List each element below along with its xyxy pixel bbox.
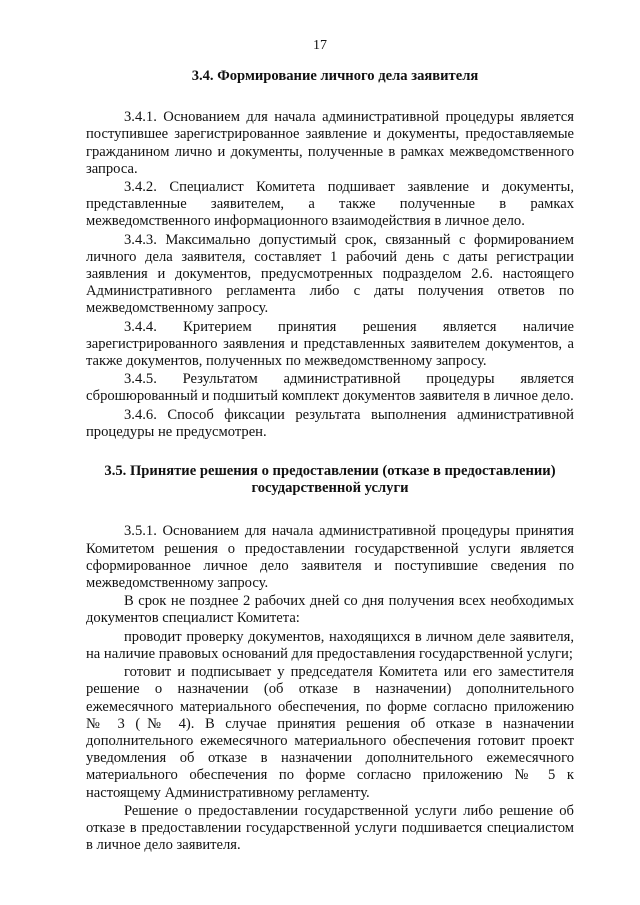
- paragraph-prepare-decision: готовит и подписывает у председателя Комитета или его заместителя решение о назначении (об отказе в назначении) дополнительного ежемесячного материального обеспечения, по форме согласно приложению № 3 (№ 4). В случае принятия решения об отказе в назначении дополнительного ежемесячного материального обеспечения готовит проект уведомления об отказе в назначении дополнительного ежемесячного материального обеспечения по форме согласно приложению № 5 к настоящему Административному регламенту.: [86, 664, 574, 801]
- paragraph-3-4-4: 3.4.4. Критерием принятия решения является наличие зарегистрированного заявления и представленных заявителем документов, а также документов, полученных по межведомственному запросу.: [86, 318, 574, 370]
- section-3-5-title-line1: 3.5. Принятие решения о предоставлении (отказе в предоставлении): [104, 463, 556, 480]
- document-body: [86, 68, 574, 854]
- page-number: 17: [313, 38, 327, 53]
- section-3-4-title: 3.4. Формирование личного дела заявителя: [191, 68, 479, 84]
- section-3-5-title-line2: государственной услуги: [251, 480, 409, 497]
- paragraph-check-documents: проводит проверку документов, находящихся в личном деле заявителя, на наличие правовых оснований для предоставления государственной услуги;: [86, 628, 574, 662]
- paragraph-3-5-1: 3.5.1. Основанием для начала административной процедуры принятия Комитетом решения о предоставлении государственной услуги является сформированное личное дело заявителя и поступившие сведения по межведомственному запросу.: [86, 523, 574, 592]
- paragraph-decision-filed: Решение о предоставлении государственной услуги либо решение об отказе в предоставлении государственной услуги подшивается специалистом в личное дело заявителя.: [86, 802, 574, 854]
- paragraph-3-4-2: 3.4.2. Специалист Комитета подшивает заявление и документы, представленные заявителем, а также полученные в рамках межведомственного информационного взаимодействия в личное дело.: [86, 179, 574, 230]
- paragraph-deadline: В срок не позднее 2 рабочих дней со дня получения всех необходимых документов специалист Комитета:: [86, 593, 574, 627]
- paragraph-3-4-1: 3.4.1. Основанием для начала административной процедуры является поступившее зарегистрированное заявление и документы, предоставляемые гражданином лично и документы, полученные в рамках межведомственного запроса.: [86, 109, 574, 177]
- section-3-5-title: [86, 463, 574, 497]
- paragraph-3-4-3: 3.4.3. Максимально допустимый срок, связанный с формированием личного дела заявителя, составляет 1 рабочий день с даты регистрации заявления и документов, предусмотренных подразделом 2.6. настоящего Административного регламента либо с даты получения ответов по межведомственному запросу.: [86, 231, 574, 317]
- paragraph-3-4-6: 3.4.6. Способ фиксации результата выполнения административной процедуры не предусмотрен.: [86, 406, 574, 440]
- paragraph-3-4-5: 3.4.5. Результатом административной процедуры является сброшюрованный и подшитый комплект документов заявителя в личное дело.: [86, 371, 574, 405]
